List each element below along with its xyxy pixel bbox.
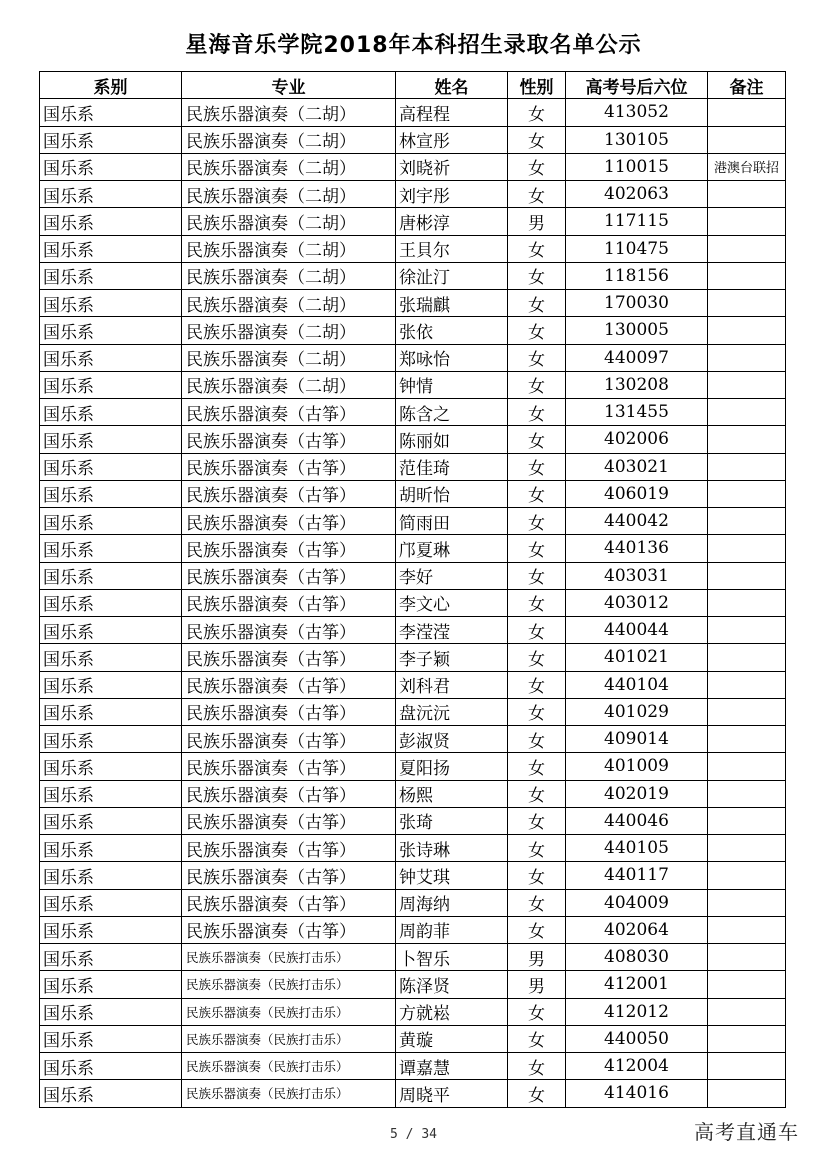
cell-exam: 440136 (566, 535, 708, 562)
cell-name: 范佳琦 (396, 453, 508, 480)
table-row (40, 835, 786, 862)
cell-note (708, 426, 786, 453)
cell-gender: 女 (508, 371, 566, 398)
cell-exam: 401029 (566, 698, 708, 725)
table-row (40, 889, 786, 916)
cell-dept: 国乐系 (40, 916, 182, 943)
cell-major: 民族乐器演奏（古筝） (182, 726, 396, 753)
cell-major: 民族乐器演奏（古筝） (182, 562, 396, 589)
cell-exam: 440046 (566, 807, 708, 834)
cell-exam: 403031 (566, 562, 708, 589)
cell-dept: 国乐系 (40, 862, 182, 889)
cell-gender: 女 (508, 780, 566, 807)
cell-note (708, 807, 786, 834)
cell-exam: 402006 (566, 426, 708, 453)
cell-gender: 女 (508, 807, 566, 834)
cell-dept: 国乐系 (40, 453, 182, 480)
cell-gender: 男 (508, 944, 566, 971)
table-row (40, 617, 786, 644)
cell-dept: 国乐系 (40, 181, 182, 208)
cell-name: 杨熙 (396, 780, 508, 807)
table-row (40, 562, 786, 589)
cell-exam: 401009 (566, 753, 708, 780)
cell-note (708, 371, 786, 398)
cell-exam: 409014 (566, 726, 708, 753)
cell-dept: 国乐系 (40, 617, 182, 644)
cell-major: 民族乐器演奏（古筝） (182, 916, 396, 943)
cell-name: 林宣彤 (396, 126, 508, 153)
table-row (40, 262, 786, 289)
cell-major: 民族乐器演奏（二胡） (182, 208, 396, 235)
cell-exam: 131455 (566, 399, 708, 426)
cell-note (708, 998, 786, 1025)
cell-name: 盘沅沅 (396, 698, 508, 725)
cell-gender: 女 (508, 480, 566, 507)
cell-gender: 女 (508, 889, 566, 916)
cell-dept: 国乐系 (40, 589, 182, 616)
table-row (40, 971, 786, 998)
cell-dept: 国乐系 (40, 753, 182, 780)
cell-note (708, 535, 786, 562)
cell-exam: 170030 (566, 290, 708, 317)
cell-dept: 国乐系 (40, 399, 182, 426)
table-row (40, 344, 786, 371)
cell-exam: 402064 (566, 916, 708, 943)
cell-name: 郑咏怡 (396, 344, 508, 371)
cell-exam: 440042 (566, 508, 708, 535)
cell-name: 彭淑贤 (396, 726, 508, 753)
cell-note (708, 262, 786, 289)
cell-exam: 110475 (566, 235, 708, 262)
table-row (40, 780, 786, 807)
cell-name: 李子颖 (396, 644, 508, 671)
cell-major: 民族乐器演奏（二胡） (182, 153, 396, 180)
table-row (40, 181, 786, 208)
table-row (40, 916, 786, 943)
cell-major: 民族乐器演奏（古筝） (182, 426, 396, 453)
header-note: 备注 (708, 72, 786, 99)
cell-note (708, 235, 786, 262)
table-row (40, 371, 786, 398)
cell-dept: 国乐系 (40, 371, 182, 398)
cell-note (708, 971, 786, 998)
cell-exam: 130005 (566, 317, 708, 344)
cell-gender: 女 (508, 1053, 566, 1080)
cell-exam: 403021 (566, 453, 708, 480)
cell-exam: 130105 (566, 126, 708, 153)
cell-name: 徐沚汀 (396, 262, 508, 289)
cell-note (708, 1025, 786, 1052)
cell-gender: 女 (508, 916, 566, 943)
cell-note (708, 589, 786, 616)
cell-note (708, 726, 786, 753)
cell-exam: 408030 (566, 944, 708, 971)
cell-name: 卜智乐 (396, 944, 508, 971)
page-number: 5 / 34 (390, 1127, 437, 1142)
cell-exam: 440044 (566, 617, 708, 644)
cell-gender: 女 (508, 998, 566, 1025)
cell-gender: 女 (508, 726, 566, 753)
cell-gender: 女 (508, 508, 566, 535)
header-exam: 高考号后六位 (566, 72, 708, 99)
cell-dept: 国乐系 (40, 998, 182, 1025)
cell-major: 民族乐器演奏（古筝） (182, 862, 396, 889)
cell-major: 民族乐器演奏（民族打击乐） (182, 998, 396, 1025)
cell-note (708, 399, 786, 426)
cell-gender: 女 (508, 290, 566, 317)
table-row (40, 208, 786, 235)
header-name: 姓名 (396, 72, 508, 99)
cell-dept: 国乐系 (40, 889, 182, 916)
cell-note (708, 753, 786, 780)
cell-major: 民族乐器演奏（古筝） (182, 480, 396, 507)
table-row (40, 1080, 786, 1107)
cell-gender: 女 (508, 698, 566, 725)
cell-gender: 女 (508, 344, 566, 371)
cell-exam: 440117 (566, 862, 708, 889)
cell-exam: 402019 (566, 780, 708, 807)
header-gender: 性别 (508, 72, 566, 99)
cell-note (708, 99, 786, 126)
cell-major: 民族乐器演奏（二胡） (182, 317, 396, 344)
cell-note (708, 480, 786, 507)
cell-exam: 414016 (566, 1080, 708, 1107)
cell-major: 民族乐器演奏（古筝） (182, 644, 396, 671)
cell-note (708, 181, 786, 208)
cell-gender: 女 (508, 262, 566, 289)
cell-dept: 国乐系 (40, 99, 182, 126)
cell-gender: 女 (508, 589, 566, 616)
table-row (40, 480, 786, 507)
cell-gender: 女 (508, 753, 566, 780)
cell-major: 民族乐器演奏（民族打击乐） (182, 1025, 396, 1052)
cell-name: 刘科君 (396, 671, 508, 698)
cell-exam: 402063 (566, 181, 708, 208)
table-row (40, 726, 786, 753)
table-row (40, 1025, 786, 1052)
cell-exam: 130208 (566, 371, 708, 398)
cell-major: 民族乐器演奏（二胡） (182, 126, 396, 153)
cell-name: 陈丽如 (396, 426, 508, 453)
table-row (40, 535, 786, 562)
table-row (40, 453, 786, 480)
cell-major: 民族乐器演奏（二胡） (182, 371, 396, 398)
cell-note (708, 916, 786, 943)
table-row (40, 753, 786, 780)
cell-major: 民族乐器演奏（民族打击乐） (182, 1080, 396, 1107)
cell-gender: 女 (508, 835, 566, 862)
cell-major: 民族乐器演奏（二胡） (182, 235, 396, 262)
cell-dept: 国乐系 (40, 944, 182, 971)
cell-exam: 406019 (566, 480, 708, 507)
table-row (40, 998, 786, 1025)
cell-note (708, 344, 786, 371)
cell-major: 民族乐器演奏（古筝） (182, 535, 396, 562)
cell-note (708, 290, 786, 317)
cell-gender: 女 (508, 153, 566, 180)
cell-exam: 440050 (566, 1025, 708, 1052)
cell-exam: 412001 (566, 971, 708, 998)
cell-major: 民族乐器演奏（古筝） (182, 453, 396, 480)
cell-gender: 女 (508, 181, 566, 208)
cell-name: 周韵菲 (396, 916, 508, 943)
cell-name: 陈含之 (396, 399, 508, 426)
cell-major: 民族乐器演奏（古筝） (182, 698, 396, 725)
table-body (40, 99, 786, 1107)
cell-major: 民族乐器演奏（古筝） (182, 399, 396, 426)
cell-gender: 女 (508, 617, 566, 644)
cell-dept: 国乐系 (40, 835, 182, 862)
watermark: 高考直通车 (694, 1120, 799, 1144)
cell-dept: 国乐系 (40, 698, 182, 725)
cell-name: 邝夏琳 (396, 535, 508, 562)
cell-major: 民族乐器演奏（二胡） (182, 344, 396, 371)
cell-note (708, 1053, 786, 1080)
table-row (40, 698, 786, 725)
cell-name: 陈泽贤 (396, 971, 508, 998)
cell-name: 刘晓祈 (396, 153, 508, 180)
cell-exam: 110015 (566, 153, 708, 180)
cell-dept: 国乐系 (40, 971, 182, 998)
cell-major: 民族乐器演奏（古筝） (182, 753, 396, 780)
cell-note (708, 617, 786, 644)
cell-gender: 女 (508, 126, 566, 153)
cell-dept: 国乐系 (40, 426, 182, 453)
cell-name: 高程程 (396, 99, 508, 126)
cell-name: 李好 (396, 562, 508, 589)
table-row (40, 426, 786, 453)
cell-note (708, 835, 786, 862)
cell-name: 张诗琳 (396, 835, 508, 862)
cell-dept: 国乐系 (40, 235, 182, 262)
cell-major: 民族乐器演奏（古筝） (182, 889, 396, 916)
cell-note (708, 671, 786, 698)
cell-dept: 国乐系 (40, 671, 182, 698)
cell-dept: 国乐系 (40, 644, 182, 671)
cell-name: 刘宇彤 (396, 181, 508, 208)
cell-note (708, 317, 786, 344)
cell-note (708, 780, 786, 807)
cell-note: 港澳台联招 (708, 153, 786, 180)
cell-note (708, 862, 786, 889)
table-row (40, 235, 786, 262)
table-row (40, 944, 786, 971)
cell-major: 民族乐器演奏（古筝） (182, 589, 396, 616)
cell-name: 钟艾琪 (396, 862, 508, 889)
cell-gender: 女 (508, 453, 566, 480)
cell-exam: 118156 (566, 262, 708, 289)
cell-gender: 女 (508, 317, 566, 344)
cell-major: 民族乐器演奏（民族打击乐） (182, 1053, 396, 1080)
header-row (40, 72, 786, 99)
cell-gender: 女 (508, 862, 566, 889)
page-title: 星海音乐学院2018年本科招生录取名单公示 (185, 33, 642, 58)
cell-gender: 女 (508, 99, 566, 126)
table-row (40, 862, 786, 889)
cell-name: 张瑞麒 (396, 290, 508, 317)
cell-name: 夏阳扬 (396, 753, 508, 780)
cell-name: 唐彬淳 (396, 208, 508, 235)
cell-major: 民族乐器演奏（二胡） (182, 262, 396, 289)
cell-major: 民族乐器演奏（古筝） (182, 617, 396, 644)
cell-name: 李滢滢 (396, 617, 508, 644)
cell-name: 周晓平 (396, 1080, 508, 1107)
cell-exam: 401021 (566, 644, 708, 671)
cell-exam: 440105 (566, 835, 708, 862)
cell-note (708, 208, 786, 235)
cell-major: 民族乐器演奏（古筝） (182, 508, 396, 535)
cell-name: 张依 (396, 317, 508, 344)
cell-dept: 国乐系 (40, 290, 182, 317)
cell-gender: 女 (508, 235, 566, 262)
cell-major: 民族乐器演奏（民族打击乐） (182, 944, 396, 971)
cell-note (708, 644, 786, 671)
cell-major: 民族乐器演奏（二胡） (182, 290, 396, 317)
cell-exam: 440104 (566, 671, 708, 698)
table-row (40, 153, 786, 180)
cell-note (708, 126, 786, 153)
cell-dept: 国乐系 (40, 344, 182, 371)
table-row (40, 589, 786, 616)
cell-dept: 国乐系 (40, 480, 182, 507)
cell-name: 张琦 (396, 807, 508, 834)
cell-note (708, 698, 786, 725)
cell-dept: 国乐系 (40, 1053, 182, 1080)
cell-major: 民族乐器演奏（古筝） (182, 835, 396, 862)
cell-dept: 国乐系 (40, 126, 182, 153)
cell-gender: 女 (508, 426, 566, 453)
cell-name: 黄璇 (396, 1025, 508, 1052)
cell-dept: 国乐系 (40, 780, 182, 807)
table-row (40, 317, 786, 344)
header-dept: 系别 (40, 72, 182, 99)
cell-exam: 404009 (566, 889, 708, 916)
cell-major: 民族乐器演奏（古筝） (182, 780, 396, 807)
cell-exam: 403012 (566, 589, 708, 616)
cell-name: 钟情 (396, 371, 508, 398)
cell-major: 民族乐器演奏（民族打击乐） (182, 971, 396, 998)
cell-exam: 440097 (566, 344, 708, 371)
admission-table (39, 71, 786, 1108)
cell-major: 民族乐器演奏（二胡） (182, 99, 396, 126)
cell-name: 周海纳 (396, 889, 508, 916)
cell-exam: 412012 (566, 998, 708, 1025)
table-row (40, 644, 786, 671)
cell-note (708, 562, 786, 589)
cell-note (708, 889, 786, 916)
cell-name: 李文心 (396, 589, 508, 616)
cell-note (708, 1080, 786, 1107)
cell-gender: 女 (508, 535, 566, 562)
cell-note (708, 944, 786, 971)
cell-gender: 女 (508, 1080, 566, 1107)
cell-major: 民族乐器演奏（古筝） (182, 671, 396, 698)
cell-dept: 国乐系 (40, 535, 182, 562)
cell-dept: 国乐系 (40, 562, 182, 589)
cell-major: 民族乐器演奏（二胡） (182, 181, 396, 208)
cell-name: 简雨田 (396, 508, 508, 535)
table-row (40, 671, 786, 698)
table-row (40, 399, 786, 426)
table-row (40, 126, 786, 153)
cell-dept: 国乐系 (40, 1025, 182, 1052)
cell-exam: 117115 (566, 208, 708, 235)
cell-gender: 女 (508, 399, 566, 426)
cell-dept: 国乐系 (40, 726, 182, 753)
cell-dept: 国乐系 (40, 807, 182, 834)
cell-name: 王貝尔 (396, 235, 508, 262)
cell-gender: 男 (508, 208, 566, 235)
table-row (40, 508, 786, 535)
table-row (40, 1053, 786, 1080)
cell-gender: 女 (508, 671, 566, 698)
cell-dept: 国乐系 (40, 508, 182, 535)
header-major: 专业 (182, 72, 396, 99)
table-row (40, 290, 786, 317)
table-row (40, 99, 786, 126)
cell-name: 胡昕怡 (396, 480, 508, 507)
cell-gender: 女 (508, 562, 566, 589)
cell-dept: 国乐系 (40, 1080, 182, 1107)
cell-name: 方就崧 (396, 998, 508, 1025)
cell-name: 谭嘉慧 (396, 1053, 508, 1080)
cell-exam: 413052 (566, 99, 708, 126)
table-row (40, 807, 786, 834)
cell-dept: 国乐系 (40, 262, 182, 289)
cell-gender: 男 (508, 971, 566, 998)
cell-dept: 国乐系 (40, 317, 182, 344)
cell-major: 民族乐器演奏（古筝） (182, 807, 396, 834)
cell-gender: 女 (508, 644, 566, 671)
cell-gender: 女 (508, 1025, 566, 1052)
cell-exam: 412004 (566, 1053, 708, 1080)
cell-note (708, 508, 786, 535)
cell-dept: 国乐系 (40, 153, 182, 180)
cell-dept: 国乐系 (40, 208, 182, 235)
cell-note (708, 453, 786, 480)
